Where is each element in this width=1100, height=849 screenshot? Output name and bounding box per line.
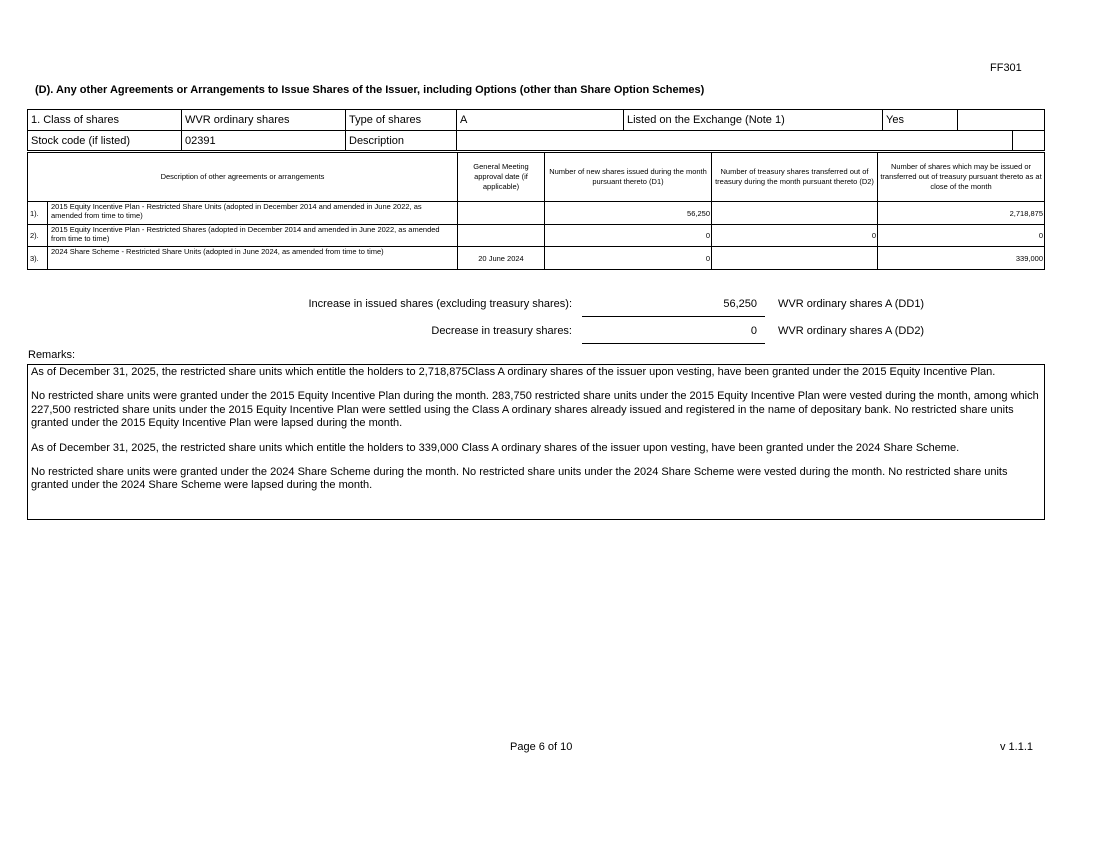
- class-of-shares-label: 1. Class of shares: [28, 110, 182, 131]
- description-value: [457, 131, 1013, 151]
- listed-on-exchange-value: Yes: [883, 110, 958, 131]
- section-title: (D). Any other Agreements or Arrangements to Issue Shares of the Issuer, including Options (other than Share Option Schemes): [35, 84, 705, 96]
- header-empty-cell: [958, 110, 1045, 131]
- remarks-paragraph: No restricted share units were granted under the 2024 Share Scheme during the month. No restricted share units under the 2024 Share Scheme were vested during the month. No restricted share units granted under the 2024 Share Scheme were lapsed during the month.: [31, 466, 1008, 492]
- description-label: Description: [346, 131, 457, 151]
- listed-on-exchange-label: Listed on the Exchange (Note 1): [624, 110, 883, 131]
- version-label: v 1.1.1: [1000, 741, 1034, 753]
- table-row: [28, 225, 1045, 247]
- row-shares-may-issue: 2,718,875: [878, 202, 1045, 225]
- row-description: 2015 Equity Incentive Plan - Restricted Share Units (adopted in December 2014 and amended in June 2022, as amended from time to time): [48, 202, 458, 225]
- row-treasury-shares: 0: [712, 225, 878, 247]
- decrease-underline: [582, 343, 765, 344]
- remarks-box: [27, 364, 1045, 520]
- remarks-paragraph: No restricted share units were granted under the 2015 Equity Incentive Plan during the month. 283,750 restricted share units under the 2015 Equity Incentive Plan were vested during the month, among which 227,500 restricted share units under the 2015 Equity Incentive Plan were settled using the Class A ordinary shares already issued and registered in the name of depositary bank. No restricted share units granted under the 2015 Equity Incentive Plan were lapsed during the month.: [31, 390, 1039, 430]
- table-row: [28, 202, 1045, 225]
- col-header-new-shares: Number of new shares issued during the month pursuant thereto (D1): [545, 153, 712, 202]
- arrangements-table: [27, 152, 1045, 270]
- row-treasury-shares: [712, 202, 878, 225]
- share-class-header-table: [27, 109, 1045, 151]
- col-header-description: Description of other agreements or arrangements: [28, 153, 458, 202]
- decrease-value: 0: [750, 325, 757, 337]
- remarks-paragraph: As of December 31, 2025, the restricted share units which entitle the holders to 2,718,875Class A ordinary shares of the issuer upon vesting, have been granted under the 2015 Equity Incentive Plan.: [31, 366, 996, 378]
- table-row: [28, 247, 1045, 270]
- row-number: 3).: [28, 247, 48, 270]
- row-treasury-shares: [712, 247, 878, 270]
- row-new-shares: 56,250: [545, 202, 712, 225]
- stock-code-label: Stock code (if listed): [28, 131, 182, 151]
- remarks-label: Remarks:: [28, 349, 76, 361]
- increase-unit: WVR ordinary shares A (DD1): [778, 298, 925, 310]
- row-number: 1).: [28, 202, 48, 225]
- remarks-paragraph: As of December 31, 2025, the restricted share units which entitle the holders to 339,000 Class A ordinary shares of the issuer upon vesting, have been granted under the 2024 Share Scheme.: [31, 441, 960, 454]
- row-approval-date: 20 June 2024: [458, 247, 545, 270]
- col-header-shares-may-issue: Number of shares which may be issued or transferred out of treasury pursuant thereto as at close of the month: [878, 153, 1045, 202]
- row-shares-may-issue: 339,000: [878, 247, 1045, 270]
- form-code: FF301: [990, 62, 1022, 74]
- col-header-treasury-shares: Number of treasury shares transferred out of treasury during the month pursuant thereto (D2): [712, 153, 878, 202]
- row-number: 2).: [28, 225, 48, 247]
- row-new-shares: 0: [545, 247, 712, 270]
- increase-underline: [582, 316, 765, 317]
- increase-value: 56,250: [723, 298, 757, 310]
- row-approval-date: [458, 225, 545, 247]
- type-of-shares-label: Type of shares: [346, 110, 457, 131]
- row-approval-date: [458, 202, 545, 225]
- increase-label: Increase in issued shares (excluding treasury shares):: [308, 298, 572, 310]
- decrease-unit: WVR ordinary shares A (DD2): [778, 325, 925, 337]
- decrease-label: Decrease in treasury shares:: [431, 325, 572, 337]
- page-number: Page 6 of 10: [510, 741, 573, 753]
- row-description: 2015 Equity Incentive Plan - Restricted Shares (adopted in December 2014 and amended in June 2022, as amended from time to time): [48, 225, 458, 247]
- header-empty-cell: [1013, 131, 1045, 151]
- stock-code-value: 02391: [182, 131, 346, 151]
- row-new-shares: 0: [545, 225, 712, 247]
- class-of-shares-value: WVR ordinary shares: [182, 110, 346, 131]
- col-header-approval-date: General Meeting approval date (if applicable): [458, 153, 545, 202]
- type-of-shares-value: A: [457, 110, 624, 131]
- row-shares-may-issue: 0: [878, 225, 1045, 247]
- row-description: 2024 Share Scheme - Restricted Share Units (adopted in June 2024, as amended from time to time): [48, 247, 458, 270]
